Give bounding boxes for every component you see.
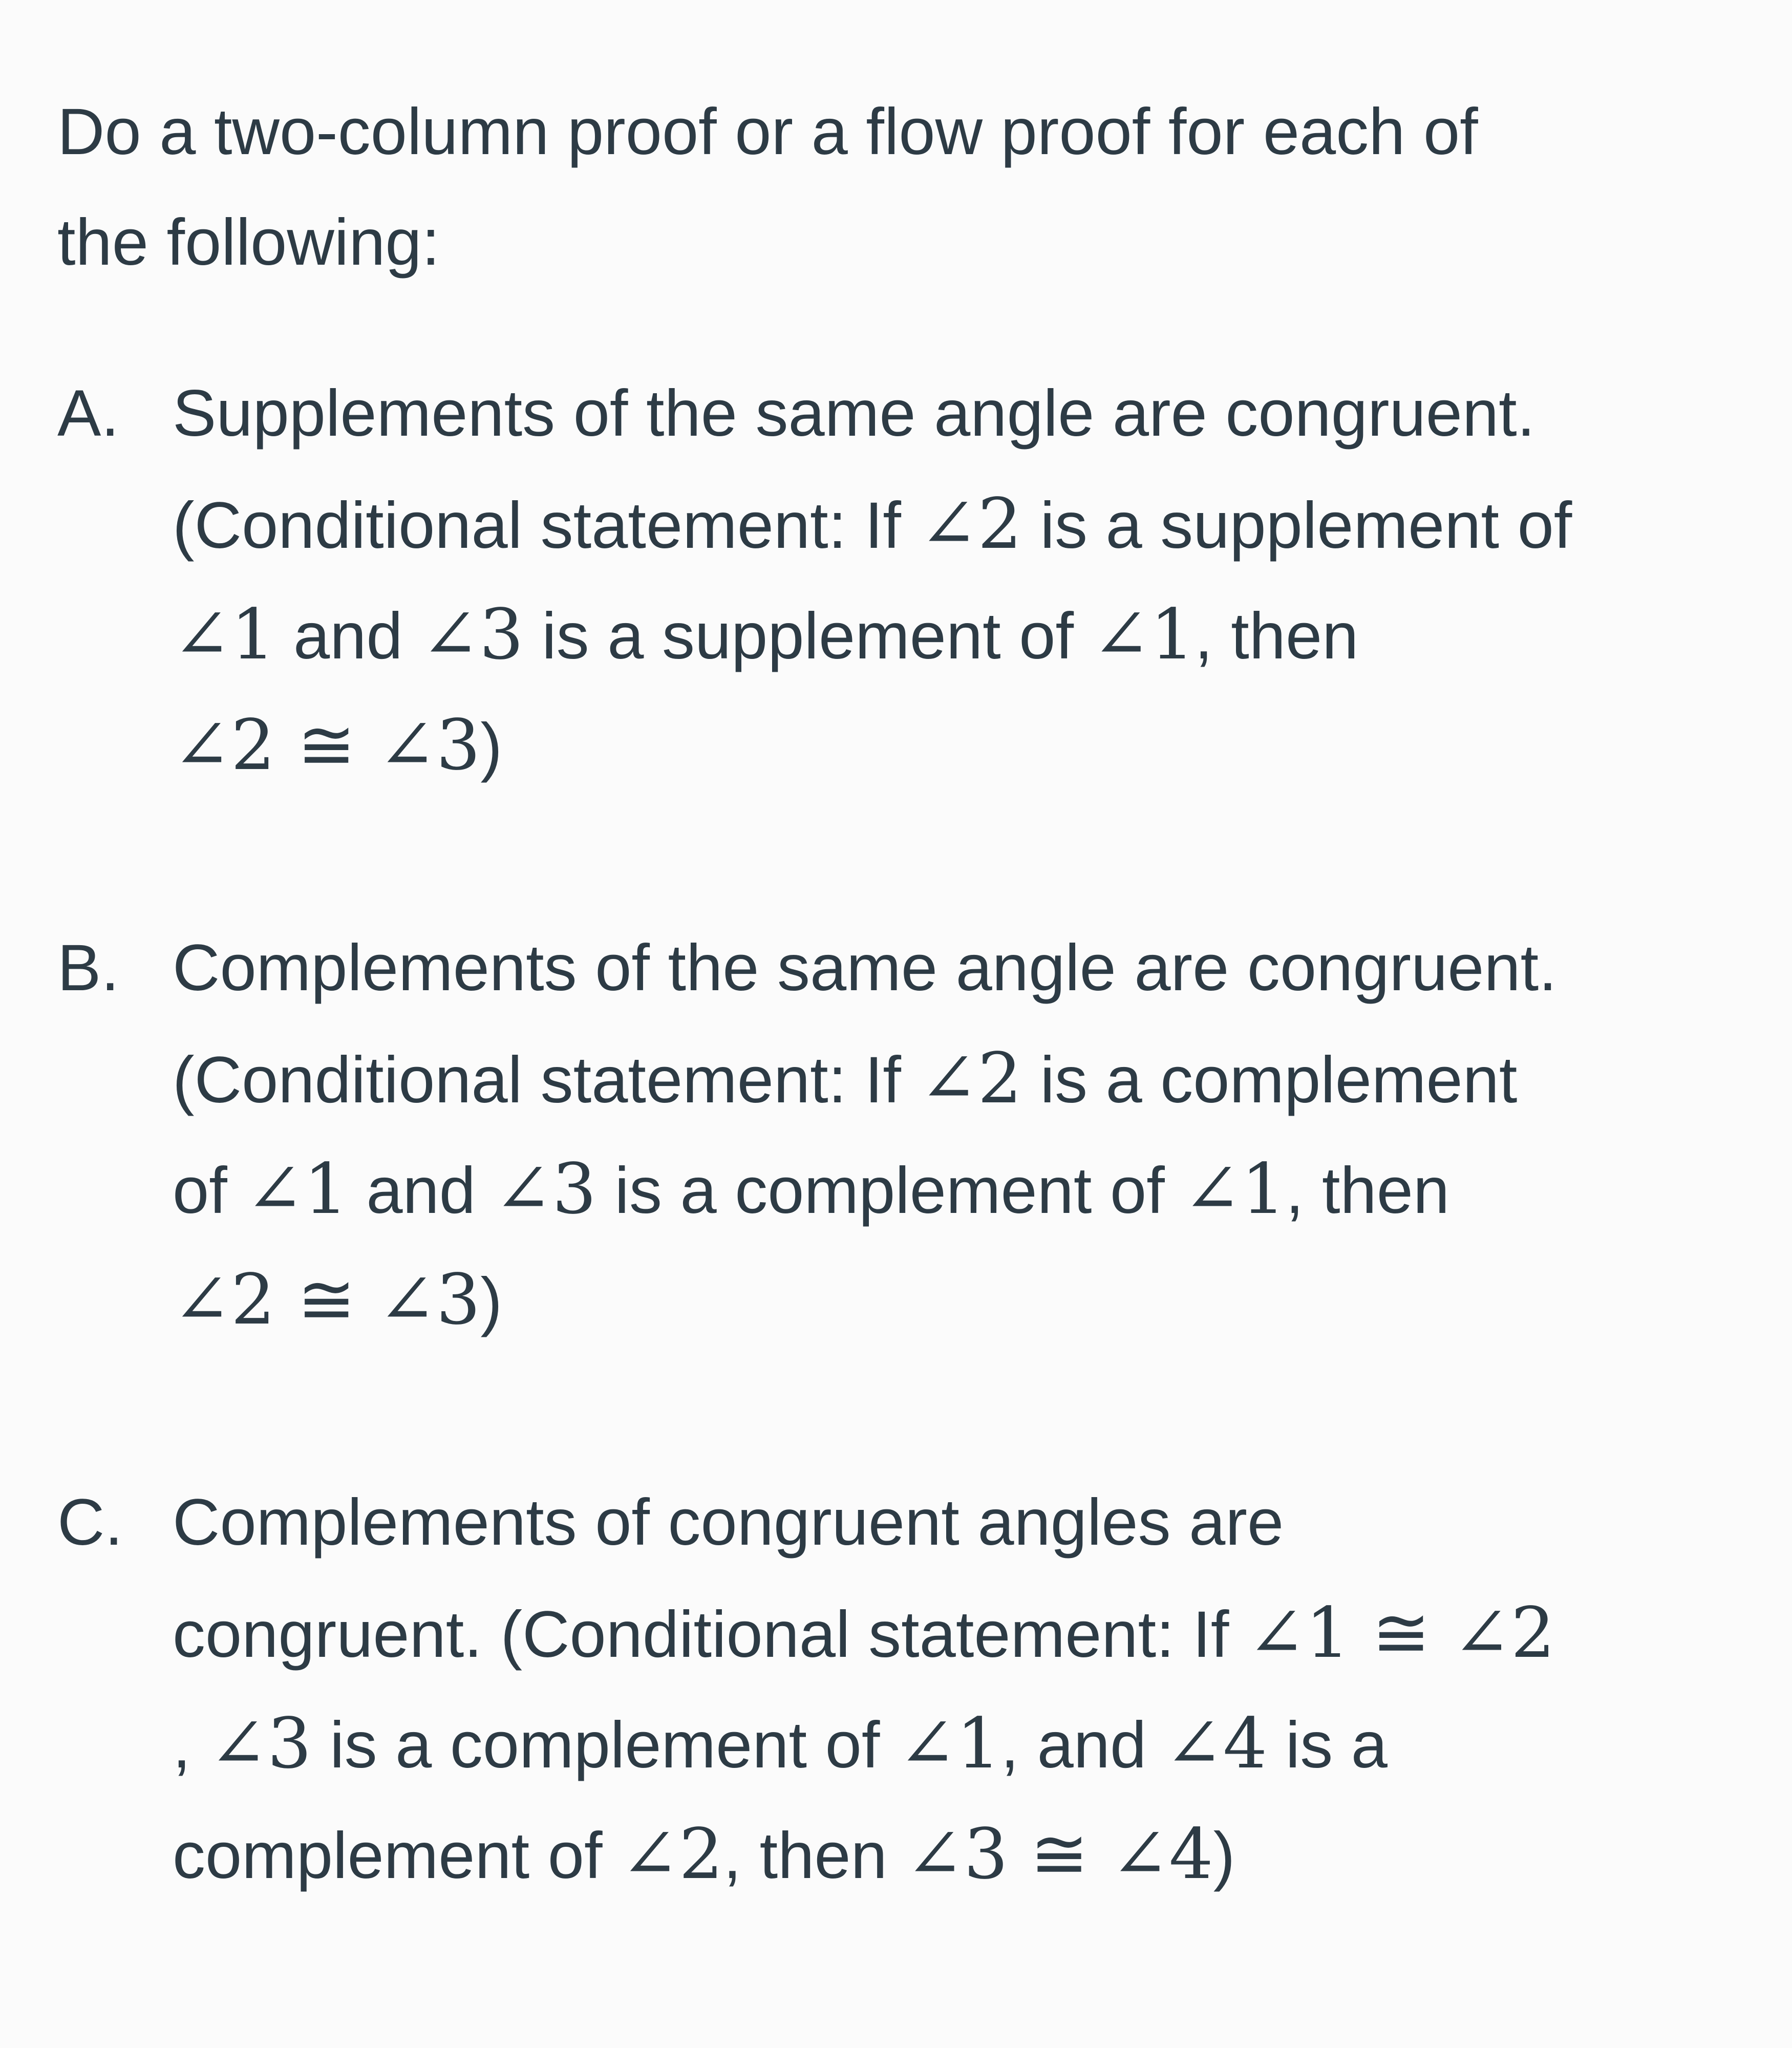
math-expression: ∠1: [173, 594, 275, 675]
math-expression: ∠2: [621, 1814, 723, 1895]
text-run: is a supplement of: [523, 600, 1092, 673]
text-run: ): [480, 1265, 502, 1338]
text-run: is a complement of: [311, 1709, 898, 1782]
math-expression: ∠2 ≅ ∠3: [173, 1260, 481, 1340]
item-line: [173, 1467, 1709, 1578]
text-run: (Conditional statement: If: [173, 489, 920, 562]
text-run: , then: [1285, 1154, 1450, 1227]
text-run: (Conditional statement: If: [173, 1043, 920, 1117]
item-line: [173, 1578, 1709, 1689]
text-run: , then: [1194, 600, 1359, 673]
text-run: is a supplement of: [1021, 489, 1572, 562]
math-expression: ∠1: [898, 1703, 1001, 1784]
instructions: [57, 77, 1721, 298]
math-expression: ∠2 ≅ ∠3: [173, 705, 481, 786]
text-run: congruent. (Conditional statement: If: [173, 1598, 1247, 1671]
item-line: [173, 580, 1709, 690]
math-expression: ∠1: [1092, 594, 1195, 675]
math-expression: ∠4: [1164, 1703, 1268, 1784]
text-run: is a: [1267, 1709, 1388, 1782]
item-text: [173, 358, 1709, 801]
item-line: [173, 1023, 1709, 1134]
instructions-line: the following:: [57, 206, 440, 279]
math-expression: ∠1: [1183, 1149, 1286, 1230]
math-expression: ∠2: [919, 484, 1022, 565]
text-run: ): [480, 710, 502, 783]
item-marker: B.: [57, 931, 119, 1005]
math-expression: ∠1 ≅ ∠2: [1247, 1593, 1555, 1674]
item-marker: C.: [57, 1486, 123, 1559]
text-run: and: [275, 600, 421, 673]
text-run: Complements of congruent angles are: [173, 1486, 1284, 1559]
item-line: [173, 690, 1709, 801]
text-run: ): [1213, 1819, 1235, 1892]
math-expression: ∠2: [919, 1038, 1022, 1119]
item-line: [173, 358, 1709, 469]
item-line: [173, 469, 1709, 580]
math-expression: ∠3: [209, 1703, 312, 1784]
text-run: Complements of the same angle are congruent.: [173, 931, 1557, 1005]
text-run: of: [173, 1154, 246, 1227]
item-line: [173, 913, 1709, 1023]
item-line: [173, 1799, 1709, 1910]
math-expression: ∠1: [245, 1149, 348, 1230]
text-run: , then: [723, 1819, 906, 1892]
item-text: [173, 1467, 1709, 1910]
item-line: [173, 1245, 1709, 1355]
item-line: [173, 1689, 1709, 1799]
item-line: [173, 1134, 1709, 1245]
text-run: complement of: [173, 1819, 621, 1892]
text-run: Supplements of the same angle are congruent.: [173, 377, 1535, 450]
text-run: is a complement of: [596, 1154, 1183, 1227]
item-text: [173, 913, 1709, 1355]
math-expression: ∠3: [494, 1149, 596, 1230]
instructions-line: Do a two-column proof or a flow proof for each of: [57, 95, 1478, 168]
text-run: is a complement: [1021, 1043, 1518, 1117]
text-run: ,: [173, 1709, 209, 1782]
text-run: , and: [1000, 1709, 1165, 1782]
math-expression: ∠3: [421, 594, 524, 675]
item-marker: A.: [57, 377, 119, 450]
text-run: and: [348, 1154, 494, 1227]
math-expression: ∠3 ≅ ∠4: [905, 1814, 1213, 1895]
